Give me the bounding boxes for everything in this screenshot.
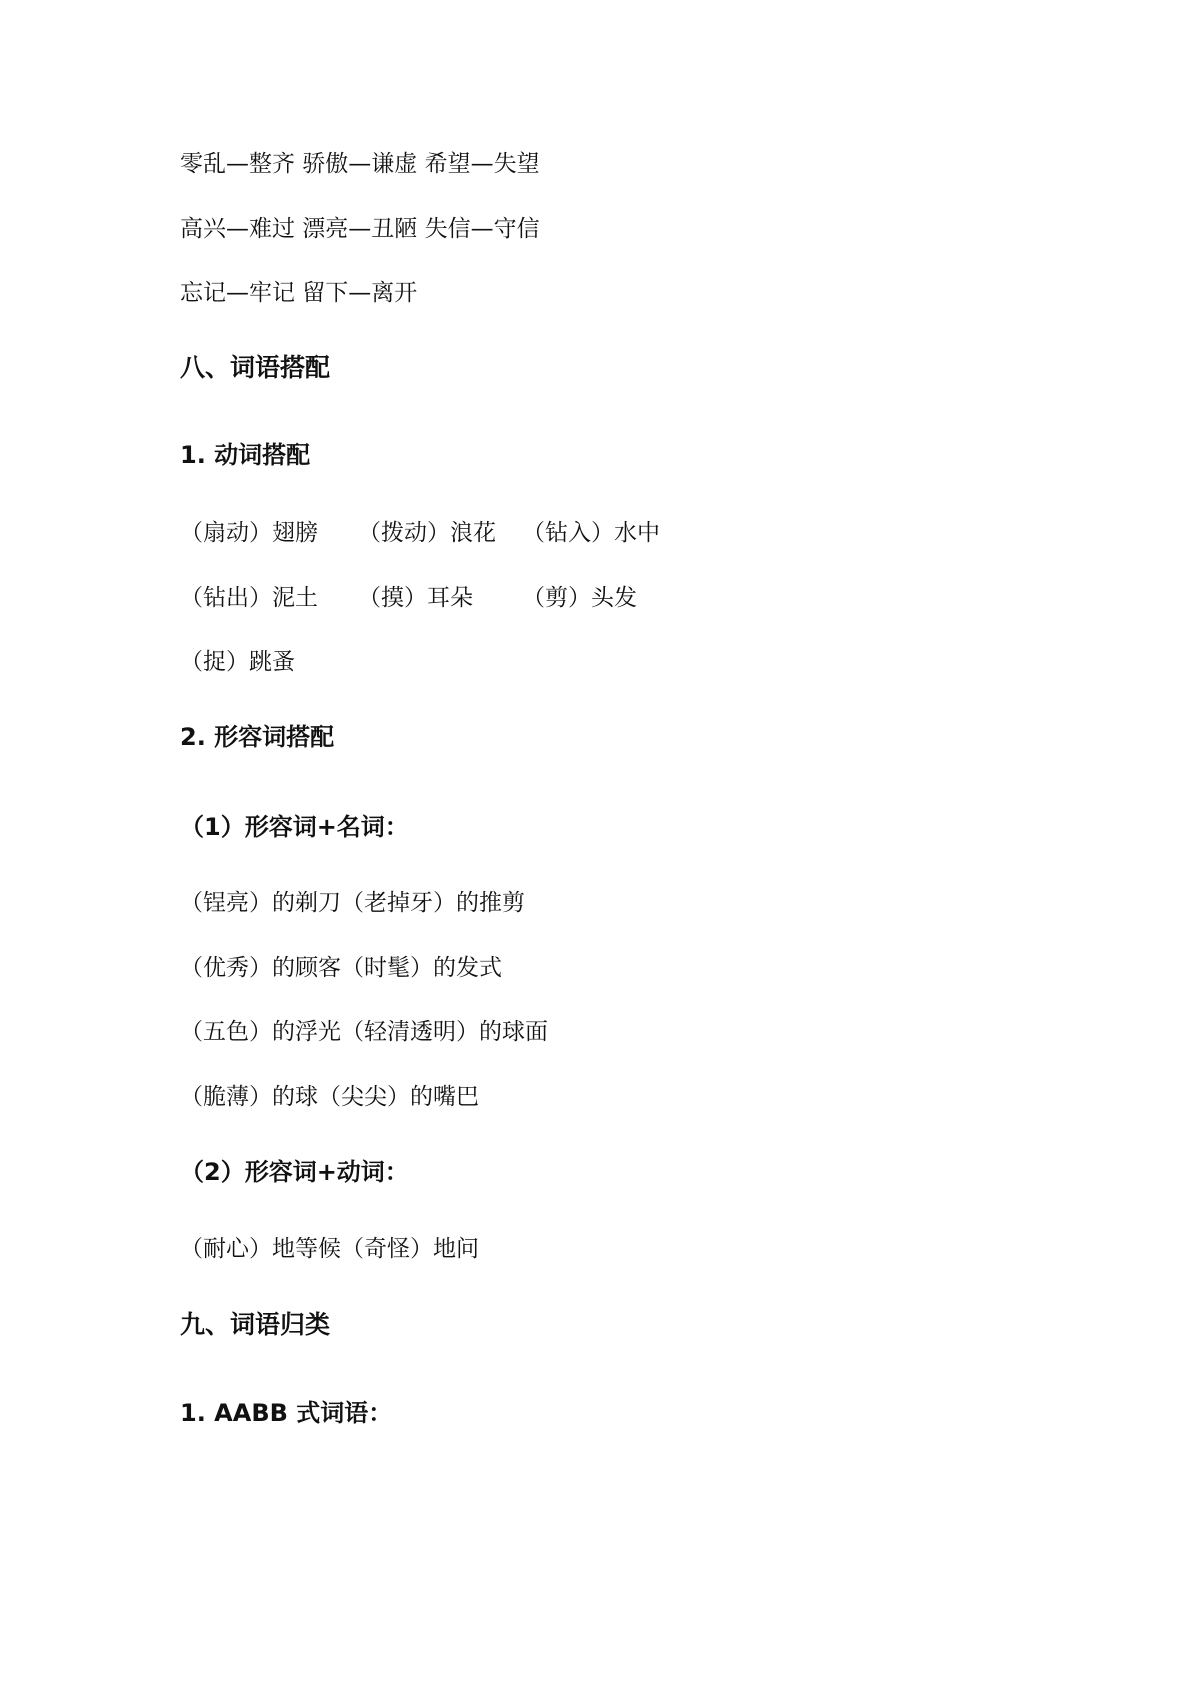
antonym-line-3: 忘记—牢记 留下—离开 [180, 280, 418, 306]
section-heading-9: 九、词语归类 [180, 1310, 331, 1339]
subheading-adjective-collocation: 2. 形容词搭配 [180, 723, 335, 751]
subheading-adj-noun: （1）形容词+名词： [180, 813, 409, 841]
collocation-item: （钻入）水中 [522, 520, 660, 546]
collocation-item: （摸）耳朵 [358, 585, 473, 611]
antonym-line-2: 高兴—难过 漂亮—丑陋 失信—守信 [180, 216, 540, 242]
antonym-line-1: 零乱—整齐 骄傲—谦虚 希望—失望 [180, 151, 540, 177]
collocation-item: （扇动）翅膀 [180, 520, 318, 546]
section-heading-8: 八、词语搭配 [180, 353, 331, 382]
adj-noun-line: （五色）的浮光（轻清透明）的球面 [180, 1019, 548, 1045]
verb-collocation-row [180, 649, 295, 720]
subheading-adj-verb: （2）形容词+动词： [180, 1158, 409, 1186]
collocation-item: （钻出）泥土 [180, 585, 318, 611]
adj-noun-line: （优秀）的顾客（时髦）的发式 [180, 955, 502, 981]
collocation-item: （捉）跳蚤 [180, 649, 295, 675]
collocation-item: （剪）头发 [522, 585, 637, 611]
adj-verb-line: （耐心）地等候（奇怪）地问 [180, 1236, 479, 1262]
adj-noun-line: （脆薄）的球（尖尖）的嘴巴 [180, 1084, 479, 1110]
subheading-verb-collocation: 1. 动词搭配 [180, 441, 311, 469]
adj-noun-line: （锃亮）的剃刀（老掉牙）的推剪 [180, 890, 525, 916]
collocation-item: （拨动）浪花 [358, 520, 496, 546]
subheading-aabb: 1. AABB 式词语： [180, 1399, 393, 1427]
